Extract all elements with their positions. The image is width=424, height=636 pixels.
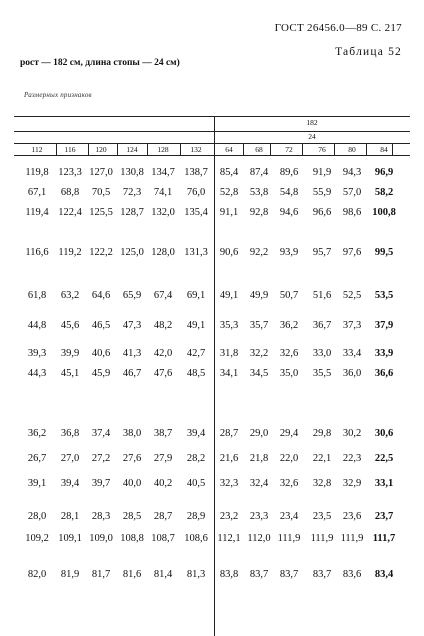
table-cell: 39,9 <box>60 348 80 359</box>
table-cell: 51,6 <box>312 290 332 301</box>
table-cell: 49,9 <box>249 290 269 301</box>
table-cell: 57,0 <box>342 187 362 198</box>
table-cell: 32,8 <box>312 478 332 489</box>
table-cell: 122,2 <box>89 247 113 258</box>
table-cell: 81,7 <box>91 569 111 580</box>
table-cell: 37,3 <box>342 320 362 331</box>
column-header: 80 <box>348 145 356 154</box>
table-continuation-caption: рост — 182 см, длина стопы — 24 см) <box>20 58 180 68</box>
table-cell: 108,7 <box>151 533 175 544</box>
table-cell: 92,2 <box>249 247 269 258</box>
table-cell: 39,4 <box>60 478 80 489</box>
table-cell: 42,7 <box>186 348 206 359</box>
table-cell: 28,7 <box>219 428 239 439</box>
table-cell: 83,6 <box>342 569 362 580</box>
table-cell: 37,4 <box>91 428 111 439</box>
table-cell: 39,7 <box>91 478 111 489</box>
table-cell: 39,4 <box>186 428 206 439</box>
table-cell: 45,6 <box>60 320 80 331</box>
table-cell: 49,1 <box>186 320 206 331</box>
table-cell: 29,4 <box>279 428 299 439</box>
table-cell: 61,8 <box>27 290 47 301</box>
table-cell: 40,0 <box>122 478 142 489</box>
table-cell: 48,5 <box>186 368 206 379</box>
table-cell: 64,6 <box>91 290 111 301</box>
table-cell: 81,4 <box>153 569 173 580</box>
table-cell: 40,6 <box>91 348 111 359</box>
table-cell: 47,6 <box>153 368 173 379</box>
table-cell: 70,5 <box>91 187 111 198</box>
table-cell: 81,9 <box>60 569 80 580</box>
table-cell: 138,7 <box>184 167 208 178</box>
table-cell: 40,2 <box>153 478 173 489</box>
table-cell: 22,0 <box>279 453 299 464</box>
table-cell: 119,2 <box>58 247 82 258</box>
column-header: 124 <box>126 145 138 154</box>
table-cell: 33,4 <box>342 348 362 359</box>
table-cell: 67,1 <box>27 187 47 198</box>
table-cell: 127,0 <box>89 167 113 178</box>
document-header: ГОСТ 26456.0—89 С. 217 <box>274 22 402 34</box>
height-header: 182 <box>306 118 318 127</box>
table-cell: 46,5 <box>91 320 111 331</box>
table-cell: 109,0 <box>89 533 113 544</box>
table-cell: 23,3 <box>249 511 269 522</box>
table-cell: 23,2 <box>219 511 239 522</box>
table-cell: 53,5 <box>374 290 394 301</box>
table-cell: 29,8 <box>312 428 332 439</box>
table-cell: 52,5 <box>342 290 362 301</box>
table-cell: 109,1 <box>58 533 82 544</box>
table-cell: 32,6 <box>279 478 299 489</box>
table-cell: 116,6 <box>25 247 49 258</box>
table-cell: 27,2 <box>91 453 111 464</box>
table-cell: 28,2 <box>186 453 206 464</box>
table-cell: 99,5 <box>374 247 394 258</box>
table-cell: 94,3 <box>342 167 362 178</box>
table-cell: 30,2 <box>342 428 362 439</box>
table-cell: 108,6 <box>184 533 208 544</box>
table-cell: 52,8 <box>219 187 239 198</box>
table-cell: 98,6 <box>342 207 362 218</box>
table-cell: 35,7 <box>249 320 269 331</box>
table-cell: 93,9 <box>279 247 299 258</box>
table-cell: 54,8 <box>279 187 299 198</box>
table-cell: 112,1 <box>217 533 241 544</box>
table-cell: 125,5 <box>89 207 113 218</box>
table-cell: 23,4 <box>279 511 299 522</box>
table-cell: 28,9 <box>186 511 206 522</box>
table-cell: 35,0 <box>279 368 299 379</box>
table-cell: 22,1 <box>312 453 332 464</box>
table-cell: 132,0 <box>151 207 175 218</box>
column-header: 120 <box>95 145 107 154</box>
table-cell: 123,3 <box>58 167 82 178</box>
column-header: 116 <box>64 145 76 154</box>
table-cell: 112,0 <box>247 533 271 544</box>
table-cell: 41,3 <box>122 348 142 359</box>
table-cell: 72,3 <box>122 187 142 198</box>
column-header: 72 <box>285 145 293 154</box>
table-cell: 36,8 <box>60 428 80 439</box>
table-cell: 74,1 <box>153 187 173 198</box>
table-cell: 63,2 <box>60 290 80 301</box>
column-header: 84 <box>380 145 388 154</box>
table-cell: 39,1 <box>27 478 47 489</box>
table-cell: 48,2 <box>153 320 173 331</box>
table-cell: 28,5 <box>122 511 142 522</box>
table-cell: 89,6 <box>279 167 299 178</box>
table-cell: 122,4 <box>58 207 82 218</box>
table-cell: 23,6 <box>342 511 362 522</box>
table-cell: 22,3 <box>342 453 362 464</box>
table-cell: 83,8 <box>219 569 239 580</box>
table-cell: 111,9 <box>277 533 301 544</box>
table-cell: 27,9 <box>153 453 173 464</box>
table-cell: 55,9 <box>312 187 332 198</box>
table-cell: 37,9 <box>374 320 394 331</box>
table-cell: 32,2 <box>249 348 269 359</box>
table-cell: 92,8 <box>249 207 269 218</box>
table-cell: 90,6 <box>219 247 239 258</box>
table-cell: 36,0 <box>342 368 362 379</box>
table-cell: 94,6 <box>279 207 299 218</box>
table-cell: 38,7 <box>153 428 173 439</box>
table-cell: 28,7 <box>153 511 173 522</box>
table-cell: 96,6 <box>312 207 332 218</box>
table-cell: 21,8 <box>249 453 269 464</box>
column-header: 68 <box>255 145 263 154</box>
table-cell: 36,7 <box>312 320 332 331</box>
table-cell: 65,9 <box>122 290 142 301</box>
table-cell: 21,6 <box>219 453 239 464</box>
table-cell: 58,2 <box>374 187 394 198</box>
table-rule-header <box>14 143 410 144</box>
table-cell: 83,4 <box>374 569 394 580</box>
table-cell: 76,0 <box>186 187 206 198</box>
foot-header: 24 <box>308 132 316 141</box>
table-cell: 23,7 <box>374 511 394 522</box>
table-cell: 40,5 <box>186 478 206 489</box>
table-cell: 109,2 <box>25 533 49 544</box>
table-cell: 32,3 <box>219 478 239 489</box>
table-cell: 69,1 <box>186 290 206 301</box>
table-cell: 97,6 <box>342 247 362 258</box>
table-cell: 108,8 <box>120 533 144 544</box>
table-cell: 100,8 <box>372 207 396 218</box>
table-cell: 83,7 <box>249 569 269 580</box>
column-header: 132 <box>190 145 202 154</box>
column-header: 112 <box>31 145 43 154</box>
table-cell: 119,4 <box>25 207 49 218</box>
table-cell: 46,7 <box>122 368 142 379</box>
table-cell: 28,0 <box>27 511 47 522</box>
table-cell: 36,6 <box>374 368 394 379</box>
table-cell: 47,3 <box>122 320 142 331</box>
table-cell: 32,6 <box>279 348 299 359</box>
column-header: 76 <box>318 145 326 154</box>
table-cell: 95,7 <box>312 247 332 258</box>
table-cell: 119,8 <box>25 167 49 178</box>
table-cell: 87,4 <box>249 167 269 178</box>
table-cell: 67,4 <box>153 290 173 301</box>
table-cell: 35,5 <box>312 368 332 379</box>
table-rule-top <box>14 116 410 117</box>
table-cell: 23,5 <box>312 511 332 522</box>
table-cell: 35,3 <box>219 320 239 331</box>
table-cell: 22,5 <box>374 453 394 464</box>
table-cell: 33,0 <box>312 348 332 359</box>
column-header: 128 <box>157 145 169 154</box>
table-cell: 33,9 <box>374 348 394 359</box>
table-cell: 38,0 <box>122 428 142 439</box>
table-cell: 111,7 <box>372 533 396 544</box>
column-header: 64 <box>225 145 233 154</box>
table-cell: 50,7 <box>279 290 299 301</box>
table-cell: 36,2 <box>27 428 47 439</box>
table-cell: 28,1 <box>60 511 80 522</box>
table-number: Таблица 52 <box>335 46 402 58</box>
table-cell: 81,3 <box>186 569 206 580</box>
table-cell: 42,0 <box>153 348 173 359</box>
column-note: Размерных признаков <box>24 91 92 99</box>
table-cell: 134,7 <box>151 167 175 178</box>
table-rule-mid <box>14 131 410 132</box>
table-cell: 111,9 <box>340 533 364 544</box>
table-cell: 45,9 <box>91 368 111 379</box>
table-cell: 91,1 <box>219 207 239 218</box>
table-cell: 28,3 <box>91 511 111 522</box>
table-cell: 128,7 <box>120 207 144 218</box>
table-cell: 128,0 <box>151 247 175 258</box>
table-cell: 49,1 <box>219 290 239 301</box>
table-cell: 44,3 <box>27 368 47 379</box>
table-cell: 83,7 <box>312 569 332 580</box>
table-cell: 33,1 <box>374 478 394 489</box>
table-cell: 82,0 <box>27 569 47 580</box>
table-cell: 34,1 <box>219 368 239 379</box>
table-cell: 83,7 <box>279 569 299 580</box>
table-cell: 39,3 <box>27 348 47 359</box>
table-cell: 26,7 <box>27 453 47 464</box>
table-cell: 27,0 <box>60 453 80 464</box>
table-cell: 85,4 <box>219 167 239 178</box>
table-cell: 44,8 <box>27 320 47 331</box>
table-cell: 36,2 <box>279 320 299 331</box>
table-cell: 131,3 <box>184 247 208 258</box>
table-cell: 29,0 <box>249 428 269 439</box>
table-cell: 81,6 <box>122 569 142 580</box>
table-cell: 130,8 <box>120 167 144 178</box>
table-cell: 27,6 <box>122 453 142 464</box>
table-cell: 125,0 <box>120 247 144 258</box>
table-cell: 34,5 <box>249 368 269 379</box>
table-cell: 135,4 <box>184 207 208 218</box>
table-cell: 53,8 <box>249 187 269 198</box>
table-cell: 91,9 <box>312 167 332 178</box>
table-cell: 32,4 <box>249 478 269 489</box>
table-cell: 96,9 <box>374 167 394 178</box>
table-cell: 32,9 <box>342 478 362 489</box>
table-rule-body <box>14 155 410 156</box>
table-cell: 68,8 <box>60 187 80 198</box>
table-cell: 31,8 <box>219 348 239 359</box>
table-cell: 111,9 <box>310 533 334 544</box>
table-cell: 30,6 <box>374 428 394 439</box>
table-cell: 45,1 <box>60 368 80 379</box>
